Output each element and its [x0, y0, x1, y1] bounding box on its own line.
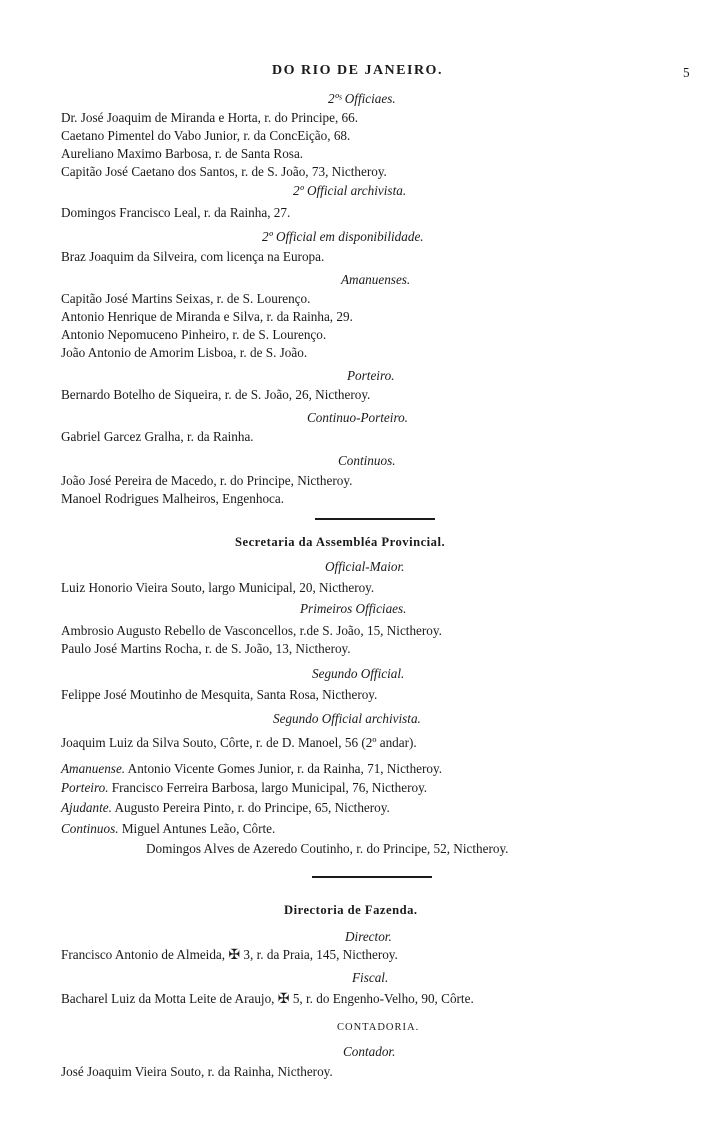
fiscal-entry: [61, 990, 474, 1008]
page-number: 5: [683, 65, 690, 80]
entry: Dr. José Joaquim de Miranda e Horta, r. do Principe, 66.: [61, 110, 359, 125]
entry: Domingos Francisco Leal, r. da Rainha, 27.: [61, 205, 291, 220]
role-label: Porteiro.: [61, 780, 109, 795]
entry: Aureliano Maximo Barbosa, r. de Santa Rosa.: [61, 146, 304, 161]
entry: Domingos Alves de Azeredo Coutinho, r. do Principe, 52, Nictheroy.: [146, 841, 509, 856]
role-text: Augusto Pereira Pinto, r. do Principe, 65, Nictheroy.: [114, 800, 390, 815]
director-entry: [61, 946, 398, 964]
label-fiscal: Fiscal.: [352, 970, 389, 985]
label-official-maior: Official-Maior.: [325, 559, 405, 574]
order-cross-icon: ✠: [277, 992, 290, 1007]
entry: Antonio Nepomuceno Pinheiro, r. de S. Lourenço.: [61, 327, 327, 342]
entry: Gabriel Garcez Gralha, r. da Rainha.: [61, 429, 254, 444]
section-title-assemblea: Secretaria da Assembléa Provincial.: [235, 535, 446, 549]
role-row: [61, 760, 442, 777]
section-title-fazenda: Directoria de Fazenda.: [284, 903, 418, 917]
label-segundo-archivista: Segundo Official archivista.: [273, 711, 421, 726]
entry: Caetano Pimentel do Vabo Junior, r. da ConcEição, 68.: [61, 128, 351, 143]
label-continuos: Continuos.: [338, 453, 396, 468]
order-cross-icon: ✠: [228, 948, 241, 963]
label-segundo: Segundo Official.: [312, 666, 405, 681]
label-director: Director.: [345, 929, 392, 944]
director-name: Francisco Antonio de Almeida,: [61, 947, 226, 962]
label-contador: Contador.: [343, 1044, 396, 1059]
entry: José Joaquim Vieira Souto, r. da Rainha, Nictheroy.: [61, 1064, 333, 1079]
director-address: 3, r. da Praia, 145, Nictheroy.: [243, 947, 398, 962]
role-text: Miguel Antunes Leão, Côrte.: [121, 821, 276, 836]
entry: Braz Joaquim da Silveira, com licença na Europa.: [61, 249, 325, 264]
role-row: [61, 779, 427, 796]
fiscal-address: 5, r. do Engenho-Velho, 90, Côrte.: [292, 991, 474, 1006]
label-primeiros: Primeiros Officiaes.: [300, 601, 407, 616]
role-row: [61, 820, 275, 837]
role-label: Ajudante.: [61, 800, 112, 815]
label-segundos-officiaes: 2ºˢ Officiaes.: [328, 91, 396, 106]
role-row: [61, 799, 390, 816]
role-label: Continuos.: [61, 821, 119, 836]
entry: Manoel Rodrigues Malheiros, Engenhoca.: [61, 491, 285, 506]
entry: Felippe José Moutinho de Mesquita, Santa Rosa, Nictheroy.: [61, 687, 378, 702]
entry: João Antonio de Amorim Lisboa, r. de S. João.: [61, 345, 308, 360]
entry: Ambrosio Augusto Rebello de Vasconcellos, r.de S. João, 15, Nictheroy.: [61, 623, 442, 638]
page-title: DO RIO DE JANEIRO.: [272, 63, 443, 78]
label-amanuenses: Amanuenses.: [341, 272, 411, 287]
section-divider: [312, 876, 432, 878]
entry: Capitão José Caetano dos Santos, r. de S. João, 73, Nictheroy.: [61, 164, 387, 179]
label-disponibilidade: 2º Official em disponibilidade.: [262, 229, 424, 244]
role-text: Antonio Vicente Gomes Junior, r. da Rainha, 71, Nictheroy.: [127, 761, 443, 776]
entry: Capitão José Martins Seixas, r. de S. Lourenço.: [61, 291, 311, 306]
role-text: Francisco Ferreira Barbosa, largo Municipal, 76, Nictheroy.: [111, 780, 428, 795]
entry: João José Pereira de Macedo, r. do Principe, Nictheroy.: [61, 473, 353, 488]
label-archivista: 2º Official archivista.: [293, 183, 407, 198]
section-divider: [315, 518, 435, 520]
entry: Paulo José Martins Rocha, r. de S. João, 13, Nictheroy.: [61, 641, 351, 656]
entry: Joaquim Luiz da Silva Souto, Côrte, r. de D. Manoel, 56 (2º andar).: [61, 735, 417, 750]
label-porteiro: Porteiro.: [347, 368, 395, 383]
label-continuo-porteiro: Continuo-Porteiro.: [307, 410, 408, 425]
subsection-contadoria: CONTADORIA.: [337, 1022, 420, 1033]
entry: Antonio Henrique de Miranda e Silva, r. da Rainha, 29.: [61, 309, 353, 324]
fiscal-name: Bacharel Luiz da Motta Leite de Araujo,: [61, 991, 275, 1006]
entry: Bernardo Botelho de Siqueira, r. de S. João, 26, Nictheroy.: [61, 387, 371, 402]
entry: Luiz Honorio Vieira Souto, largo Municipal, 20, Nictheroy.: [61, 580, 375, 595]
role-label: Amanuense.: [61, 761, 126, 776]
